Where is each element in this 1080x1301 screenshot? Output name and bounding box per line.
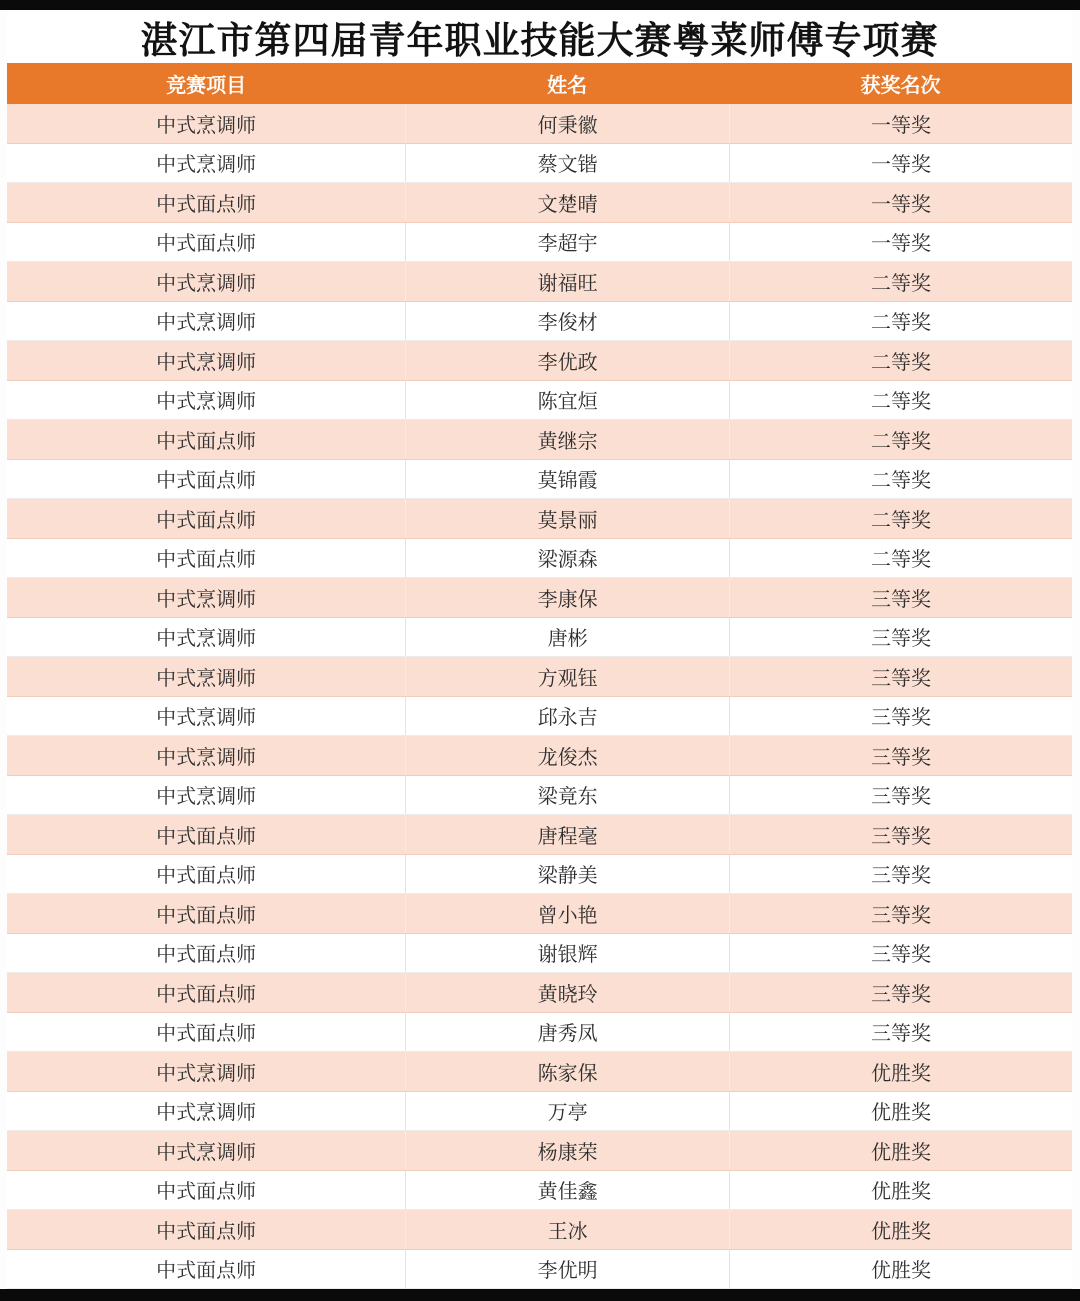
cell-award-rank: 三等奖 [729,618,1072,657]
cell-competition-event: 中式面点师 [156,1220,257,1243]
table-row [7,302,1072,342]
header-competition-event: 竞赛项目 [166,75,247,97]
cell-name: 万亭 [405,1092,729,1131]
cell-name: 龙俊杰 [405,736,729,775]
table-row [7,815,1072,855]
cell-award-rank: 二等奖 [729,341,1072,380]
cell-name: 文楚晴 [405,183,729,222]
cell-name: 杨康荣 [405,1131,729,1170]
table-row [7,736,1072,776]
cell-name: 莫景丽 [405,499,729,538]
cell-name: 曾小艳 [405,894,729,933]
cell-award-rank: 优胜奖 [729,1171,1072,1210]
table-row [7,1131,1072,1171]
table-row [7,381,1072,421]
table-row [7,499,1072,539]
cell-competition-event: 中式烹调师 [156,746,257,769]
cell-award-rank: 二等奖 [729,302,1072,341]
cell-award-rank: 三等奖 [729,776,1072,815]
cell-competition-event: 中式烹调师 [156,1102,257,1125]
cell-name: 方观钰 [405,657,729,696]
cell-award-rank: 一等奖 [729,183,1072,222]
cell-name: 谢银辉 [405,934,729,973]
table-row [7,618,1072,658]
cell-competition-event: 中式面点师 [156,470,257,493]
cell-name: 唐秀凤 [405,1013,729,1052]
cell-name: 李优政 [405,341,729,380]
table-row [7,697,1072,737]
table-row [7,973,1072,1013]
cell-name: 李超宇 [405,223,729,262]
cell-award-rank: 优胜奖 [729,1092,1072,1131]
bottom-frame-bar [0,1289,1080,1301]
cell-competition-event: 中式面点师 [156,904,257,927]
cell-competition-event: 中式烹调师 [156,667,257,690]
cell-award-rank: 三等奖 [729,894,1072,933]
cell-award-rank: 优胜奖 [729,1052,1072,1091]
cell-competition-event: 中式烹调师 [156,114,257,137]
table-row [7,934,1072,974]
cell-award-rank: 三等奖 [729,855,1072,894]
cell-competition-event: 中式面点师 [156,233,257,256]
table-row [7,657,1072,697]
cell-competition-event: 中式面点师 [156,549,257,572]
table-row [7,539,1072,579]
cell-competition-event: 中式面点师 [156,193,257,216]
table-row [7,1092,1072,1132]
cell-competition-event: 中式烹调师 [156,391,257,414]
cell-competition-event: 中式面点师 [156,825,257,848]
cell-award-rank: 优胜奖 [729,1250,1072,1289]
cell-name: 王冰 [405,1210,729,1249]
cell-name: 李康保 [405,578,729,617]
table-row [7,223,1072,263]
cell-name: 唐程毫 [405,815,729,854]
cell-award-rank: 一等奖 [729,104,1072,143]
table-row [7,262,1072,302]
cell-competition-event: 中式面点师 [156,944,257,967]
cell-competition-event: 中式烹调师 [156,272,257,295]
cell-competition-event: 中式面点师 [156,983,257,1006]
cell-name: 梁静美 [405,855,729,894]
cell-award-rank: 一等奖 [729,223,1072,262]
table-row [7,183,1072,223]
cell-name: 唐彬 [405,618,729,657]
table-row [7,578,1072,618]
cell-name: 何秉徽 [405,104,729,143]
cell-name: 黄晓玲 [405,973,729,1012]
table-row [7,894,1072,934]
cell-name: 黄佳鑫 [405,1171,729,1210]
table-row [7,1013,1072,1053]
cell-competition-event: 中式面点师 [156,1023,257,1046]
table-row [7,460,1072,500]
cell-award-rank: 二等奖 [729,460,1072,499]
header-name: 姓名 [547,75,588,97]
table-row [7,144,1072,184]
cell-competition-event: 中式面点师 [156,1260,257,1283]
cell-award-rank: 二等奖 [729,262,1072,301]
cell-competition-event: 中式烹调师 [156,1141,257,1164]
cell-competition-event: 中式烹调师 [156,588,257,611]
cell-competition-event: 中式烹调师 [156,1062,257,1085]
cell-name: 邱永吉 [405,697,729,736]
cell-award-rank: 二等奖 [729,420,1072,459]
table-header-row [7,63,1072,104]
cell-award-rank: 优胜奖 [729,1210,1072,1249]
cell-name: 梁源森 [405,539,729,578]
cell-competition-event: 中式烹调师 [156,351,257,374]
cell-award-rank: 二等奖 [729,499,1072,538]
table-row [7,855,1072,895]
cell-award-rank: 一等奖 [729,144,1072,183]
cell-award-rank: 三等奖 [729,1013,1072,1052]
cell-competition-event: 中式面点师 [156,865,257,888]
cell-competition-event: 中式面点师 [156,1181,257,1204]
cell-name: 蔡文锴 [405,144,729,183]
cell-competition-event: 中式烹调师 [156,154,257,177]
cell-name: 莫锦霞 [405,460,729,499]
cell-award-rank: 三等奖 [729,736,1072,775]
table-row [7,341,1072,381]
table-row [7,776,1072,816]
cell-competition-event: 中式烹调师 [156,707,257,730]
cell-competition-event: 中式烹调师 [156,628,257,651]
cell-name: 李优明 [405,1250,729,1289]
cell-name: 谢福旺 [405,262,729,301]
table-row [7,420,1072,460]
cell-award-rank: 二等奖 [729,539,1072,578]
page-title: 湛江市第四届青年职业技能大赛粤菜师傅专项赛 [7,10,1072,63]
cell-competition-event: 中式面点师 [156,430,257,453]
cell-award-rank: 二等奖 [729,381,1072,420]
cell-award-rank: 三等奖 [729,973,1072,1012]
cell-name: 陈家保 [405,1052,729,1091]
cell-competition-event: 中式面点师 [156,509,257,532]
table-row [7,1052,1072,1092]
cell-name: 李俊材 [405,302,729,341]
table-row [7,1250,1072,1290]
cell-name: 黄继宗 [405,420,729,459]
top-frame-bar [0,0,1080,10]
cell-name: 陈宜烜 [405,381,729,420]
cell-award-rank: 三等奖 [729,657,1072,696]
award-results-table [7,63,1072,1289]
cell-award-rank: 三等奖 [729,934,1072,973]
cell-name: 梁竟东 [405,776,729,815]
cell-award-rank: 三等奖 [729,697,1072,736]
cell-award-rank: 三等奖 [729,815,1072,854]
table-row [7,1210,1072,1250]
cell-award-rank: 三等奖 [729,578,1072,617]
table-row [7,104,1072,144]
cell-competition-event: 中式烹调师 [156,312,257,335]
table-body [7,104,1072,1289]
header-award-rank: 获奖名次 [860,75,941,97]
table-row [7,1171,1072,1211]
cell-competition-event: 中式烹调师 [156,786,257,809]
cell-award-rank: 优胜奖 [729,1131,1072,1170]
